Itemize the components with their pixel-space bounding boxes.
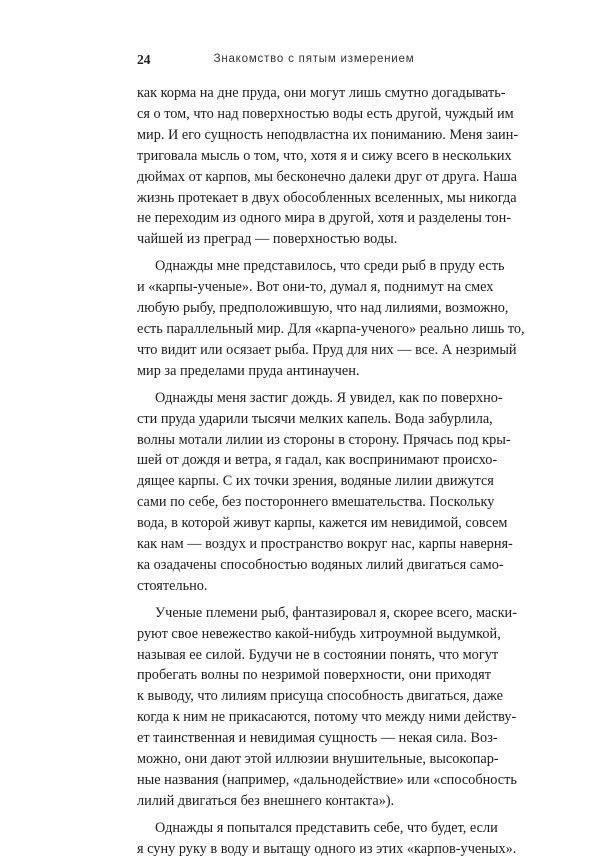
text-line: сти пруда ударили тысячи мелких капель. Вода забурлила, [137,410,493,427]
text-line: Однажды меня застиг дождь. Я увидел, как по поверхно- [155,389,503,406]
text-line: мир. И его сущность неподвластна их пониманию. Меня заин- [137,126,519,143]
text-line: Ученые племени рыб, фантазировал я, скорее всего, маски- [155,604,517,621]
running-title: Знакомство с пятым измерением [213,53,415,65]
paragraph [137,388,513,597]
text-line: Однажды мне представилось, что среди рыб в пруду есть [155,258,505,275]
text-line: чайшей из преград — поверхностью воды. [137,231,398,248]
text-line: как нам — воздух и пространство вокруг нас, карпы наверня- [137,536,513,553]
text-line: можно, они дают этой иллюзии внушительные, высокопар- [137,751,499,768]
text-line: мир за пределами пруда антинаучен. [137,362,360,379]
text-line: сами по себе, без постороннего вмешательства. Поскольку [137,494,495,511]
paragraph [137,256,525,381]
text-line: стоятельно. [137,577,208,594]
text-line: ся о том, что над поверхностью воды есть другой, чуждый им [137,105,514,122]
text-line: когда к ним не прикасаются, потому что между ними действу- [137,709,517,726]
text-line: не переходим из одного мира в другой, хотя и разделены тон- [137,210,512,227]
text-line: лилий двигаться без внешнего контакта»). [137,792,395,809]
text-line: дюймах от карпов, мы бесконечно далеки друг от друга. Наша [137,168,518,185]
paragraph [137,83,519,250]
text-line: ет таинственная и невидимая сущность — некая сила. Воз- [137,730,498,747]
text-line: Однажды я попытался представить себе, что будет, если [155,819,498,836]
text-line: ные названия (например, «дальнодействие» или «способность [137,772,517,788]
text-line: триговала мысль о том, что, хотя я и сижу всего в нескольких [137,147,512,164]
text-line: есть параллельный мир. Для «карпа-ученого» реально лишь то, [137,320,525,337]
text-line: что видит или осязает рыба. Пруд для них — все. А незримый [137,341,517,358]
text-line: жизнь протекает в двух обособленных вселенных, мы никогда [137,189,517,206]
text-line: волны мотали лилии из стороны в сторону. Прячась под кры- [137,431,511,448]
text-line: дящее карпы. С их точки зрения, водяные лилии движутся [137,473,494,490]
text-line: ка озадачены способностью водяных лилий двигаться само- [137,556,504,573]
page-number: 24 [137,52,151,67]
text-line: как корма на дне пруда, они могут лишь смутно догадывать- [137,85,506,101]
text-line: любую рыбу, предположившую, что над лилиями, возможно, [137,300,509,317]
text-line: и «карпы-ученые». Вот они-то, думал я, поднимут на смех [137,279,494,296]
text-line: вода, в которой живут карпы, кажется им невидимой, совсем [137,515,508,532]
paragraph [137,603,517,812]
text-line: к выводу, что лилиям присуща способность двигаться, даже [137,688,503,705]
paragraph [137,818,517,860]
text-line: называя ее силой. Будучи не в состоянии понять, что могут [137,646,499,663]
text-line: я суну руку в воду и вытащу одного из этих «карпов-ученых». [137,840,517,857]
text-line: шей от дождя и ветра, я гадал, как воспринимают происхо- [137,452,498,469]
running-header [137,52,491,70]
body-text [137,83,525,866]
text-line: руют свое невежество какой-нибудь хитроумной выдумкой, [137,625,501,642]
text-line: пробегать волны по незримой поверхности, они приходят [137,667,491,684]
